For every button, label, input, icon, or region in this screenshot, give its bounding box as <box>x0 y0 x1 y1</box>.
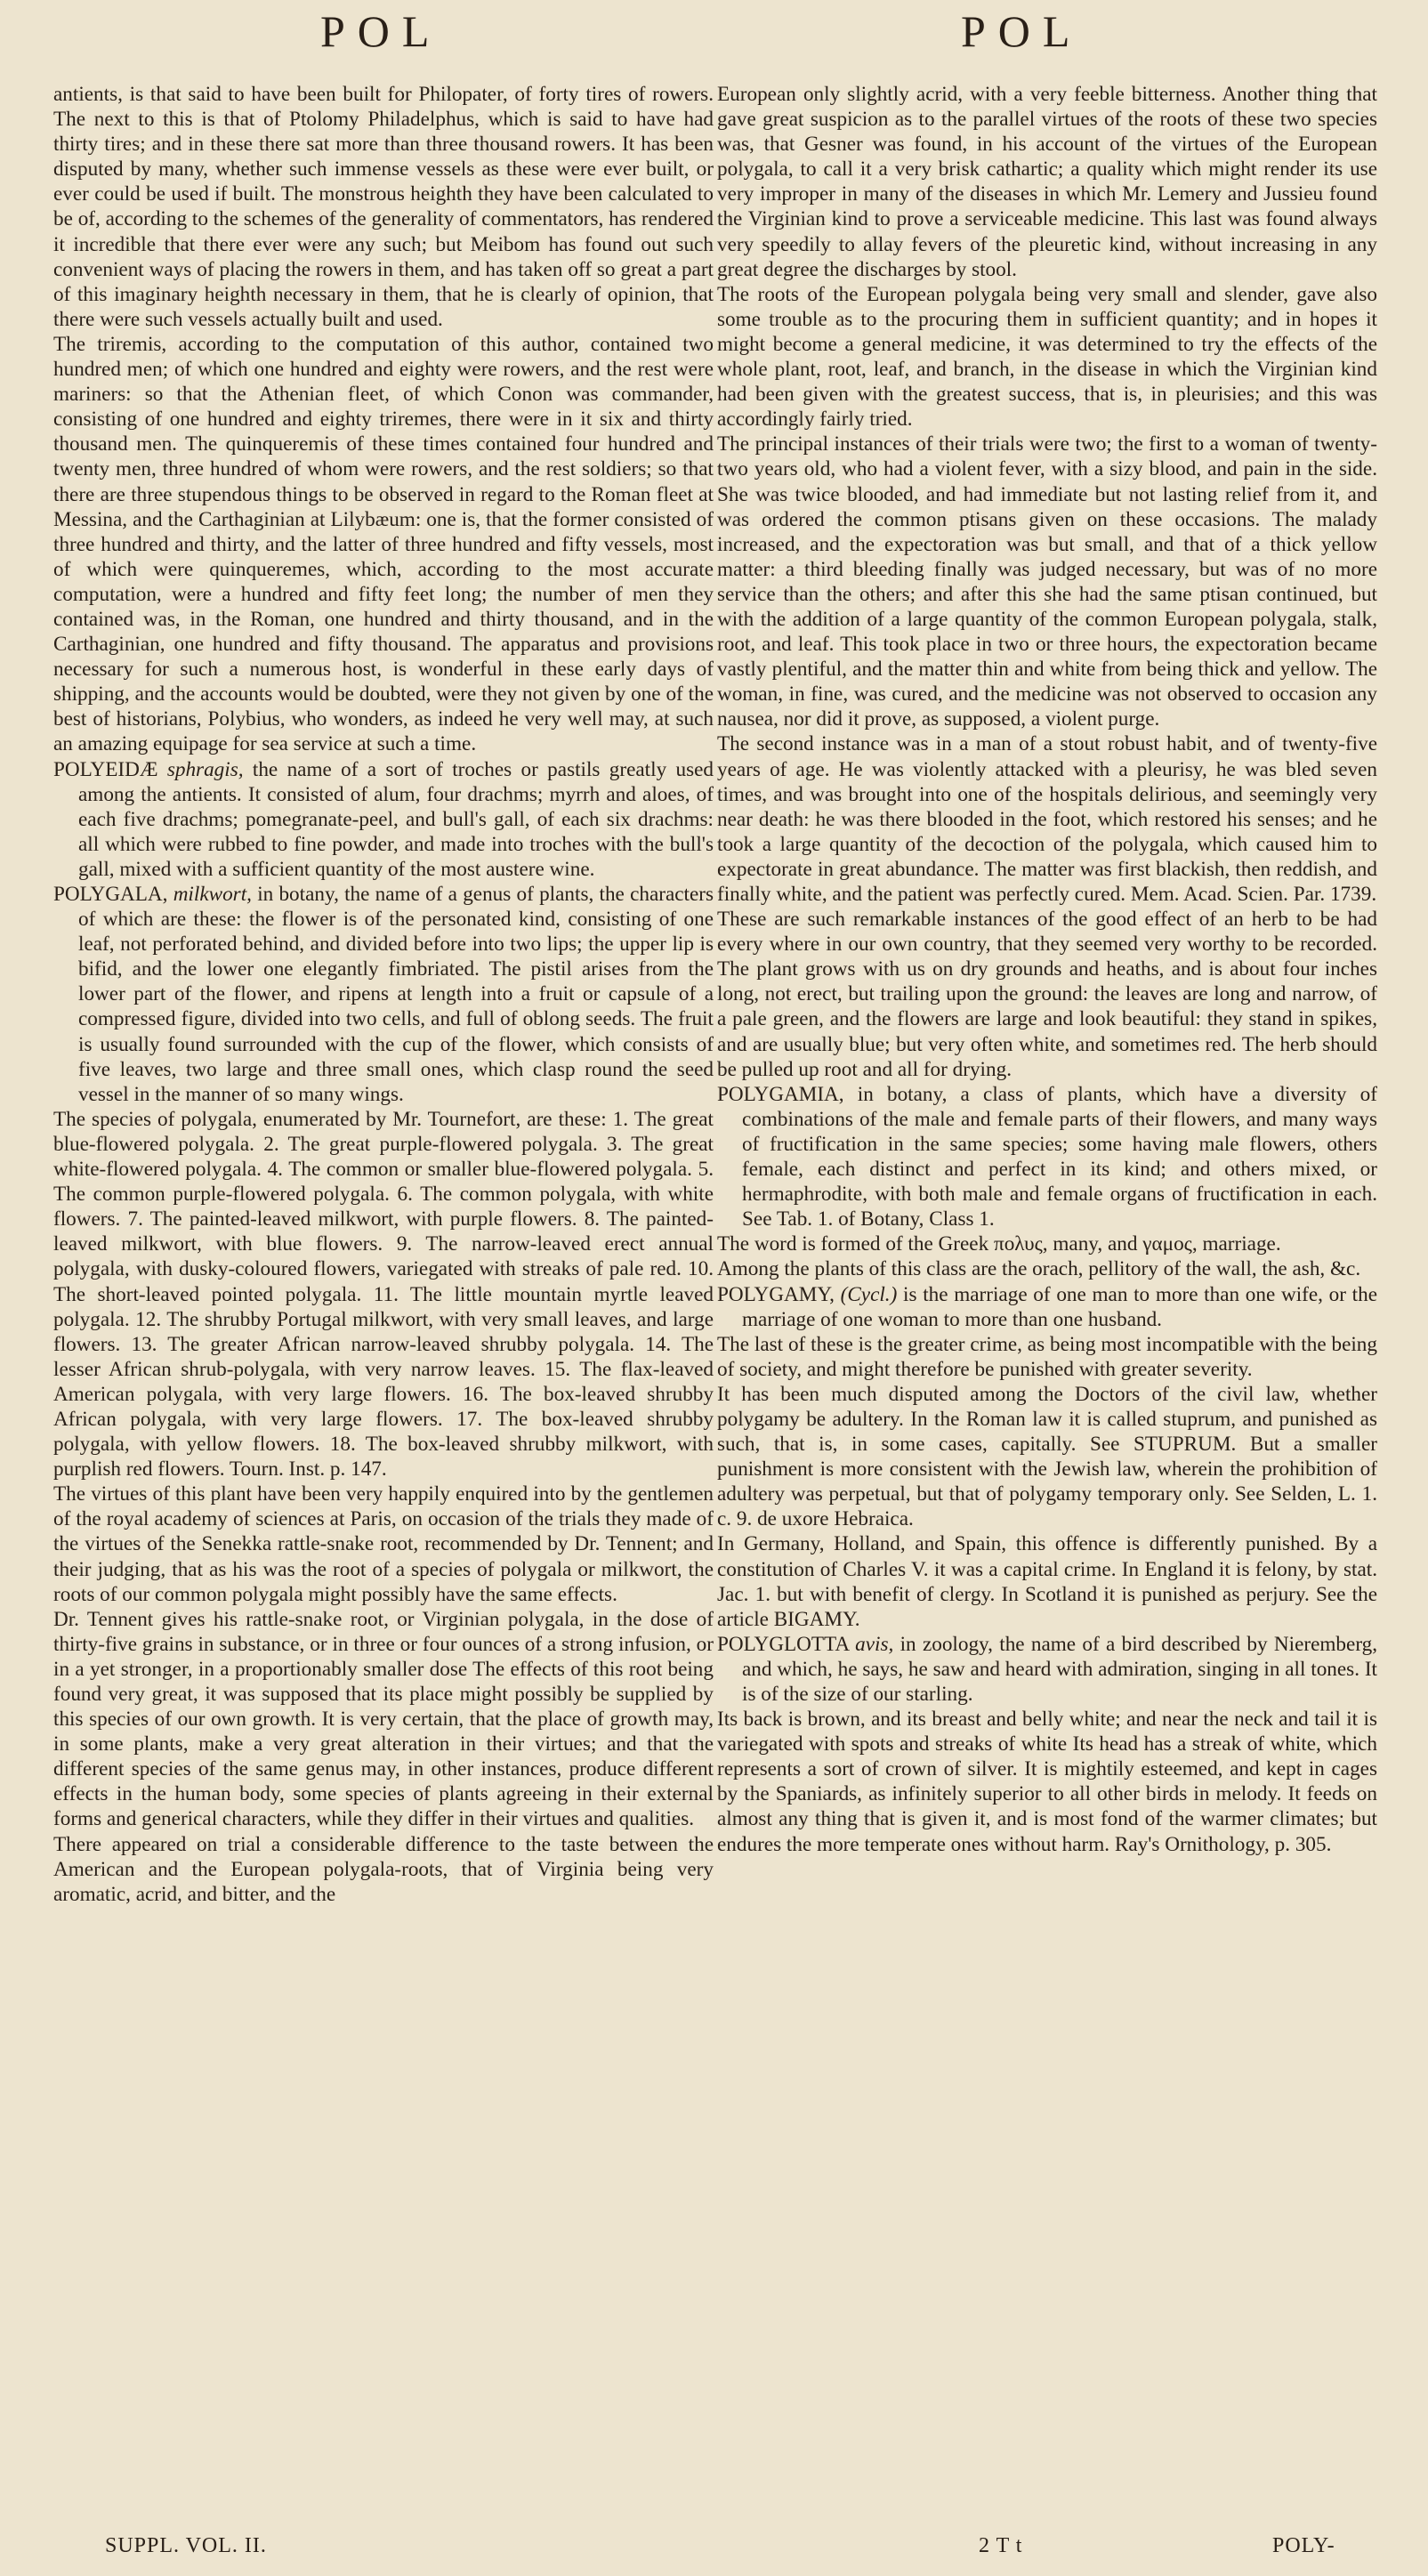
dictionary-entry <box>53 882 714 1107</box>
paragraph: Dr. Tennent gives his rattle-snake root, or Virginian polygala, in the dose of thirty-five grains in substance, or in three or four ounces of a strong infusion, or in a yet stronger, in a proportionably smaller dose The effects of this root being found very great, it was supposed that its place might possibly be supplied by this species of our own growth. It is very certain, that the place of growth may, in some plants, make a very great alteration in their virtues; and that the different species of the same genus may, in other instances, produce different effects in the human body, some species of plants agreeing in their external forms and generical characters, while they differ in their virtues and qualities. <box>53 1607 714 1831</box>
paragraph: Its back is brown, and its breast and belly white; and near the neck and tail it is variegated with spots and streaks of white Its head has a streak of white, which represents a sort of crown of silver. It is mightily esteemed, and kept in cages by the Spaniards, as infinitely superior to all other birds in melody. It feeds on almost any thing that is given it, and is most fond of the warmer climates; but endures the more temperate ones without harm. Ray's Ornithology, p. 305. <box>717 1708 1377 1856</box>
paragraph: The roots of the European polygala being very small and slender, gave also some trouble as to the procuring them in sufficient quantity; and in hopes it might become a general medicine, it was determined to try the effects of the whole plant, root, leaf, and branch, in the disease in which the Virginian kind had been given with the greatest success, that is, in pleurisies; and this was accordingly fairly tried. <box>717 282 1377 432</box>
paragraph: The word is formed of the Greek πολυς, many, and γαμος, marriage. <box>717 1232 1281 1256</box>
right-column <box>717 82 1377 2507</box>
dictionary-entry <box>717 1282 1377 1332</box>
entry-headword: POLYGALA, <box>53 883 168 906</box>
entry-subterm: avis, <box>855 1632 894 1656</box>
paragraph: In Germany, Holland, and Spain, this offence is differently punished. By a constitution of Charles V. it was a capital crime. In England it is felony, by stat. Jac. 1. but with benefit of clergy. In Scotland it is punished as perjury. See the article BIGAMY. <box>717 1532 1377 1631</box>
paragraph: The triremis, according to the computation of this author, contained two hundred men; of which one hundred and eighty were rowers, and the rest were mariners: so that the Athenian fleet, of which Conon was commander, consisting of one hundred and eighty triremes, there were in it six and thirty thousand men. The quinqueremis of these times contained four hundred and twenty men, three hundred of whom were rowers, and the rest soldiers; so that there are three stupendous things to be observed in regard to the Roman fleet at Messina, and the Carthaginian at Lilybæum: one is, that the former consisted of three hundred and thirty, and the latter of three hundred and fifty vessels, most of which were quinqueremes, which, according to the most accurate computation, were a hundred and fifty feet long; the number of men they contained was, in the Roman, one hundred and thirty thousand, and in the Carthaginian, one hundred and fifty thousand. The apparatus and provisions necessary for such a numerous host, is wonderful in these early days of shipping, and the accounts would be doubted, were they not given by one of the best of historians, Polybius, who wonders, as indeed he very well may, at such an amazing equipage for sea service at such a time. <box>53 332 714 756</box>
entry-body: in botany, a class of plants, which have a diversity of combinations of the male and female parts of their flowers, and many ways of fructification in the same species; some having male flowers, others female, each distinct and perfect in its kind; and others mixed, or hermaphrodite, with both male and female organs of fructification in each. See Tab. 1. of Botany, Class 1. <box>742 1082 1377 1231</box>
entry-headword: POLYGLOTTA <box>717 1632 849 1656</box>
paragraph: The principal instances of their trials were two; the first to a woman of twenty-two years old, who had a violent fever, with a sizy blood, and pain in the side. She was twice blooded, and had immediate but not lasting relief from it, and was ordered the common ptisans given on these occasions. The malady increased, and the expectoration was but small, and that of a thick yellow matter: a third bleeding finally was judged necessary, but was of no more service than the others; and after this she had the same ptisan continued, but with the addition of a large quantity of the common European polygala, stalk, root, and leaf. This took place in two or three hours, the expectoration became vastly plentiful, and the matter thin and white from being thick and yellow. The woman, in fine, was cured, and the medicine was not observed to occasion any nausea, nor did it prove, as supposed, a violent purge. <box>717 432 1377 731</box>
left-column <box>53 82 714 2507</box>
footer-catchword: POLY- <box>1272 2534 1335 2557</box>
entry-body: is the marriage of one man to more than one wife, or the marriage of one woman to more than one husband. <box>742 1282 1377 1331</box>
running-head-left: POL <box>320 6 442 56</box>
entry-subterm: (Cycl.) <box>840 1282 898 1306</box>
paragraph: Among the plants of this class are the orach, pellitory of the wall, the ash, &c. <box>717 1257 1361 1281</box>
dictionary-entry <box>717 1082 1377 1232</box>
entry-body: the name of a sort of troches or pastils greatly used among the antients. It consisted of alum, four drachms; myrrh and aloes, of each five drachms; pomegranate-peel, and bull's gall, of each six drachms: all which were rubbed to fine powder, and made into troches with the bull's gall, mixed with a sufficient quantity of the most austere wine. <box>78 757 714 881</box>
entry-headword: POLYGAMIA, <box>717 1082 844 1106</box>
footer-signature: 2 T t <box>979 2534 1023 2557</box>
page-header <box>0 0 1428 80</box>
footer-volume: SUPPL. VOL. II. <box>105 2534 267 2557</box>
paragraph: The species of polygala, enumerated by Mr. Tournefort, are these: 1. The great blue-flowered polygala. 2. The great purple-flowered polygala. 3. The great white-flowered polygala. 4. The common or smaller blue-flowered polygala. 5. The common purple-flowered polygala. 6. The common polygala, with white flowers. 7. The painted-leaved milkwort, with purple flowers. 8. The painted-leaved milkwort, with blue flowers. 9. The narrow-leaved erect annual polygala, with dusky-coloured flowers, variegated with streaks of pale red. 10. The short-leaved pointed polygala. 11. The little mountain myrtle leaved polygala. 12. The shrubby Portugal milkwort, with very small leaves, and large flowers. 13. The greater African narrow-leaved shrubby polygala. 14. The lesser African shrub-polygala, with very narrow leaves. 15. The flax-leaved American polygala, with very large flowers. 16. The box-leaved shrubby African polygala, with very large flowers. 17. The box-leaved shrubby polygala, with yellow flowers. 18. The box-leaved shrubby milkwort, with purplish red flowers. Tourn. Inst. p. 147. <box>53 1107 714 1482</box>
dictionary-entry <box>53 757 714 882</box>
paragraph: The last of these is the greater crime, as being most incompatible with the being of society, and might therefore be punished with greater severity. <box>717 1332 1377 1381</box>
dictionary-entry <box>717 1632 1377 1707</box>
entry-body: in zoology, the name of a bird described by Nieremberg, and which, he says, he saw and heard with admiration, singing in all tones. It is of the size of our starling. <box>742 1632 1377 1706</box>
running-head-right: POL <box>961 6 1083 56</box>
paragraph: These are such remarkable instances of the good effect of an herb to be had every where in our own country, that they seemed very worthy to be recorded. The plant grows with us on dry grounds and heaths, and is about four inches long, not erect, but trailing upon the ground: the leaves are long and narrow, of a pale green, and the flowers are large and look beautiful: they stand in spikes, and are usually blue; but very often white, and sometimes red. The herb should be pulled up root and all for drying. <box>717 908 1377 1081</box>
entry-body: in botany, the name of a genus of plants, the characters of which are these: the flower is of the personated kind, consisting of one leaf, not perforated behind, and divided before into two lips; the upper lip is bifid, and the lower one elegantly fimbriated. The pistil arises from the lower part of the flower, and ripens at length into a fruit or capsule of a compressed figure, divided into two cells, and full of oblong seeds. The fruit is usually found surrounded with the cup of the flower, which consists of five leaves, two large and three small ones, which clasp round the seed vessel in the manner of so many wings. <box>78 883 714 1106</box>
paragraph: The second instance was in a man of a stout robust habit, and of twenty-five years of age. He was violently attacked with a pleurisy, he was bled seven times, and was brought into one of the hospitals delirious, and seemingly very near death: he was there blooded in the foot, which restored his senses; and he took a large quantity of the decoction of the polygala, which caused him to expectorate in great abundance. The matter was first blackish, then reddish, and finally white, and the patient was perfectly cured. Mem. Acad. Scien. Par. 1739. <box>717 732 1377 906</box>
entry-subterm: sphragis, <box>166 757 244 781</box>
paragraph: The virtues of this plant have been very happily enquired into by the gentlemen of the royal academy of sciences at Paris, on occasion of the trials they made of the virtues of the Senekka rattle-snake root, recommended by Dr. Tennent; and their judging, that as his was the root of a species of polygala or milkwort, the roots of our common polygala might possibly have the same effects. <box>53 1482 714 1606</box>
paragraph: It has been much disputed among the Doctors of the civil law, whether polygamy be adultery. In the Roman law it is called stuprum, and punished as such, that is, in some cases, capitally. See STUPRUM. But a smaller punishment is more consistent with the Jewish law, wherein the prohibition of adultery was perpetual, but that of polygamy temporary only. See Selden, L. 1. c. 9. de uxore Hebraica. <box>717 1382 1377 1531</box>
entry-headword: POLYEIDÆ <box>53 757 158 781</box>
paragraph: antients, is that said to have been built for Philopater, of forty tires of rowers. The next to this is that of Ptolomy Philadelphus, which is said to have had thirty tires; and in these there sat more than three thousand rowers. It has been disputed by many, whether such immense vessels as these were ever built, or ever could be used if built. The monstrous heighth they have been calculated to be of, according to the schemes of the generality of commentators, has rendered it incredible that there ever were any such; but Meibom has found out such convenient ways of placing the rowers in them, and has taken off so great a part of this imaginary heighth necessary in them, that he is clearly of opinion, that there were such vessels actually built and used. <box>53 83 714 331</box>
paragraph: There appeared on trial a considerable difference to the taste between the American and the European polygala-roots, that of Virginia being very aromatic, acrid, and bitter, and the <box>53 1832 714 1906</box>
entry-headword: POLYGAMY, <box>717 1282 835 1306</box>
entry-subterm: milkwort, <box>173 883 252 906</box>
paragraph: European only slightly acrid, with a very feeble bitterness. Another thing that gave great suspicion as to the parallel virtues of the roots of these two species was, that Gesner was found, in his account of the virtues of the European polygala, to call it a very brisk cathartic; a quality which might render its use very improper in many of the diseases in which Mr. Lemery and Jussieu found the Virginian kind to prove a serviceable medicine. This last was found always very speedily to allay fevers of the pleuretic kind, without increasing in any great degree the discharges by stool. <box>717 83 1377 281</box>
